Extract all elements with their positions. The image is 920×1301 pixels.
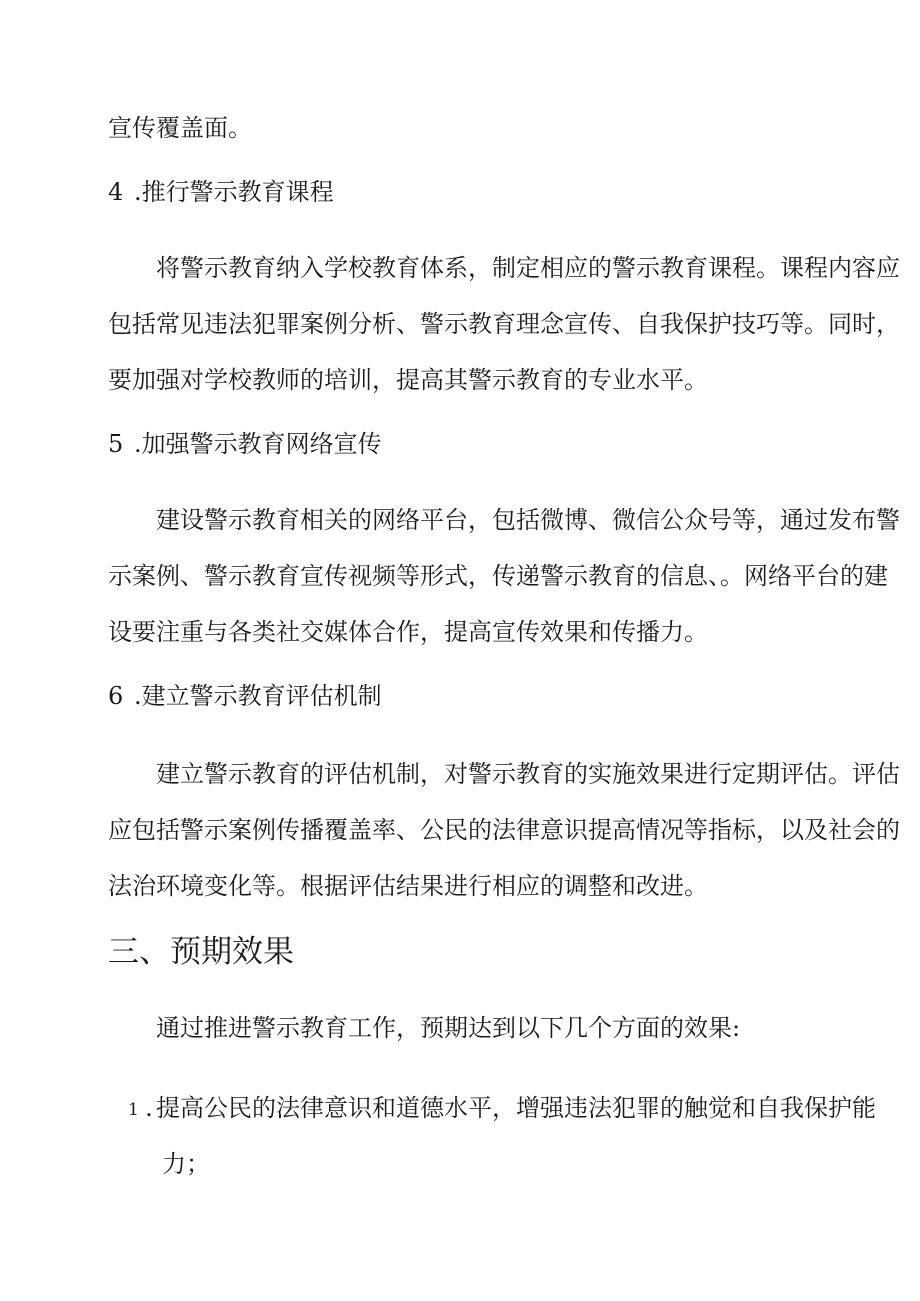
list-number: 1 [128, 1100, 139, 1120]
paragraph-line: 示案例、警示教育宣传视频等形式，传递警示教育的信息、。网络平台的建 [108, 562, 888, 590]
list-item-text: 提高公民的法律意识和道德水平，增强违法犯罪的触觉和自我保护能 [156, 1094, 876, 1122]
paragraph-line: 设要注重与各类社交媒体合作，提高宣传效果和传播力。 [108, 618, 708, 646]
paragraph-line: 应包括警示案例传播覆盖率、公民的法律意识提高情况等指标，以及社会的 [108, 816, 900, 844]
heading-number: 6 [108, 682, 124, 710]
paragraph-line: 建设警示教育相关的网络平台，包括微博、微信公众号等，通过发布警 [156, 506, 900, 534]
heading-number: 4 [108, 178, 124, 206]
heading-6 [108, 680, 382, 712]
heading-number: 5 [108, 430, 124, 458]
paragraph-line: 要加强对学校教师的培训，提高其警示教育的专业水平。 [108, 366, 708, 394]
heading-title: .推行警示教育课程 [134, 178, 334, 206]
paragraph-line: 建立警示教育的评估机制，对警示教育的实施效果进行定期评估。评估 [156, 760, 900, 788]
paragraph-continuation: 宣传覆盖面。 [108, 114, 252, 142]
section-heading: 三、预期效果 [108, 934, 294, 970]
list-item-continuation: 力； [162, 1150, 210, 1178]
heading-4 [108, 176, 334, 208]
heading-5 [108, 428, 382, 460]
heading-title: .建立警示教育评估机制 [134, 682, 382, 710]
paragraph-line: 将警示教育纳入学校教育体系，制定相应的警示教育课程。课程内容应 [156, 254, 900, 282]
list-item [128, 1092, 876, 1126]
paragraph-line: 包括常见违法犯罪案例分析、警示教育理念宣传、自我保护技巧等。同时， [108, 310, 900, 338]
intro-paragraph: 通过推进警示教育工作，预期达到以下几个方面的效果: [156, 1014, 741, 1042]
heading-title: .加强警示教育网络宣传 [134, 430, 382, 458]
list-separator: . [145, 1094, 153, 1122]
paragraph-line: 法治环境变化等。根据评估结果进行相应的调整和改进。 [108, 872, 708, 900]
